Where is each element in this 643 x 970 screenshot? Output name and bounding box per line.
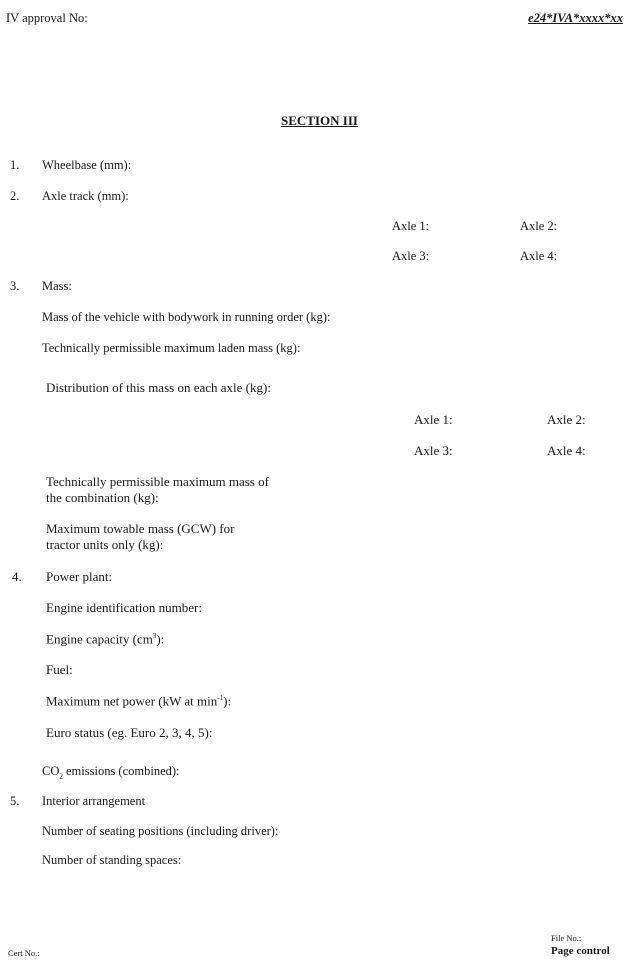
- interior-arrangement-label: Interior arrangement: [42, 794, 146, 808]
- axle-distribution-label: Distribution of this mass on each axle (kg):: [46, 380, 271, 395]
- item-number-5: 5.: [10, 794, 20, 808]
- power-plant-label: Power plant:: [46, 569, 113, 584]
- dist-axle-1-label: Axle 1:: [414, 412, 453, 427]
- mass-running-order-label: Mass of the vehicle with bodywork in running order (kg):: [42, 310, 331, 324]
- axle-track-label: Axle track (mm):: [42, 189, 129, 203]
- approval-label: IV approval No:: [6, 11, 88, 25]
- euro-status-label: Euro status (eg. Euro 2, 3, 4, 5):: [46, 725, 213, 740]
- dist-axle-4-label: Axle 4:: [547, 443, 586, 458]
- max-net-power-label: Maximum net power (kW at $\min^{-1}$):: [46, 693, 232, 709]
- track-axle-1-label: Axle 1:: [392, 219, 430, 233]
- item-number-1: 1.: [10, 158, 20, 172]
- standing-spaces-label: Number of standing spaces:: [42, 853, 182, 867]
- cert-no-label: Cert No.:: [8, 948, 40, 958]
- dist-axle-2-label: Axle 2:: [547, 412, 586, 427]
- approval-number: e24*IVA*xxxx*xx: [528, 11, 623, 25]
- engine-capacity-label: Engine capacity $(cm^3)$:: [46, 631, 165, 647]
- track-axle-4-label: Axle 4:: [520, 249, 558, 263]
- max-combination-mass-label-line2: the combination (kg):: [46, 490, 159, 505]
- co2-emissions-label: $CO_2$ emissions (combined):: [42, 764, 180, 781]
- max-towable-mass-label-line1: Maximum towable mass (GCW) for: [46, 521, 235, 536]
- max-towable-mass-label-line2: tractor units only (kg):: [46, 537, 164, 552]
- max-combination-mass-label-line1: Technically permissible maximum mass of: [46, 474, 269, 489]
- wheelbase-label: Wheelbase (mm):: [42, 158, 132, 172]
- seating-positions-label: Number of seating positions (including driver):: [42, 824, 279, 838]
- mass-label: Mass:: [42, 279, 72, 293]
- section-title: SECTION III: [281, 113, 358, 128]
- track-axle-3-label: Axle 3:: [392, 249, 430, 263]
- dist-axle-3-label: Axle 3:: [414, 443, 453, 458]
- max-laden-mass-label: Technically permissible maximum laden mass (kg):: [42, 341, 301, 355]
- item-number-3: 3.: [10, 279, 20, 293]
- item-number-4: 4.: [12, 569, 22, 584]
- engine-id-label: Engine identification number:: [46, 600, 202, 615]
- track-axle-2-label: Axle 2:: [520, 219, 558, 233]
- fuel-label: Fuel:: [46, 662, 73, 677]
- page-control-label: Page control: [551, 945, 610, 957]
- item-number-2: 2.: [10, 189, 20, 203]
- file-no-label: File No.:: [551, 933, 582, 943]
